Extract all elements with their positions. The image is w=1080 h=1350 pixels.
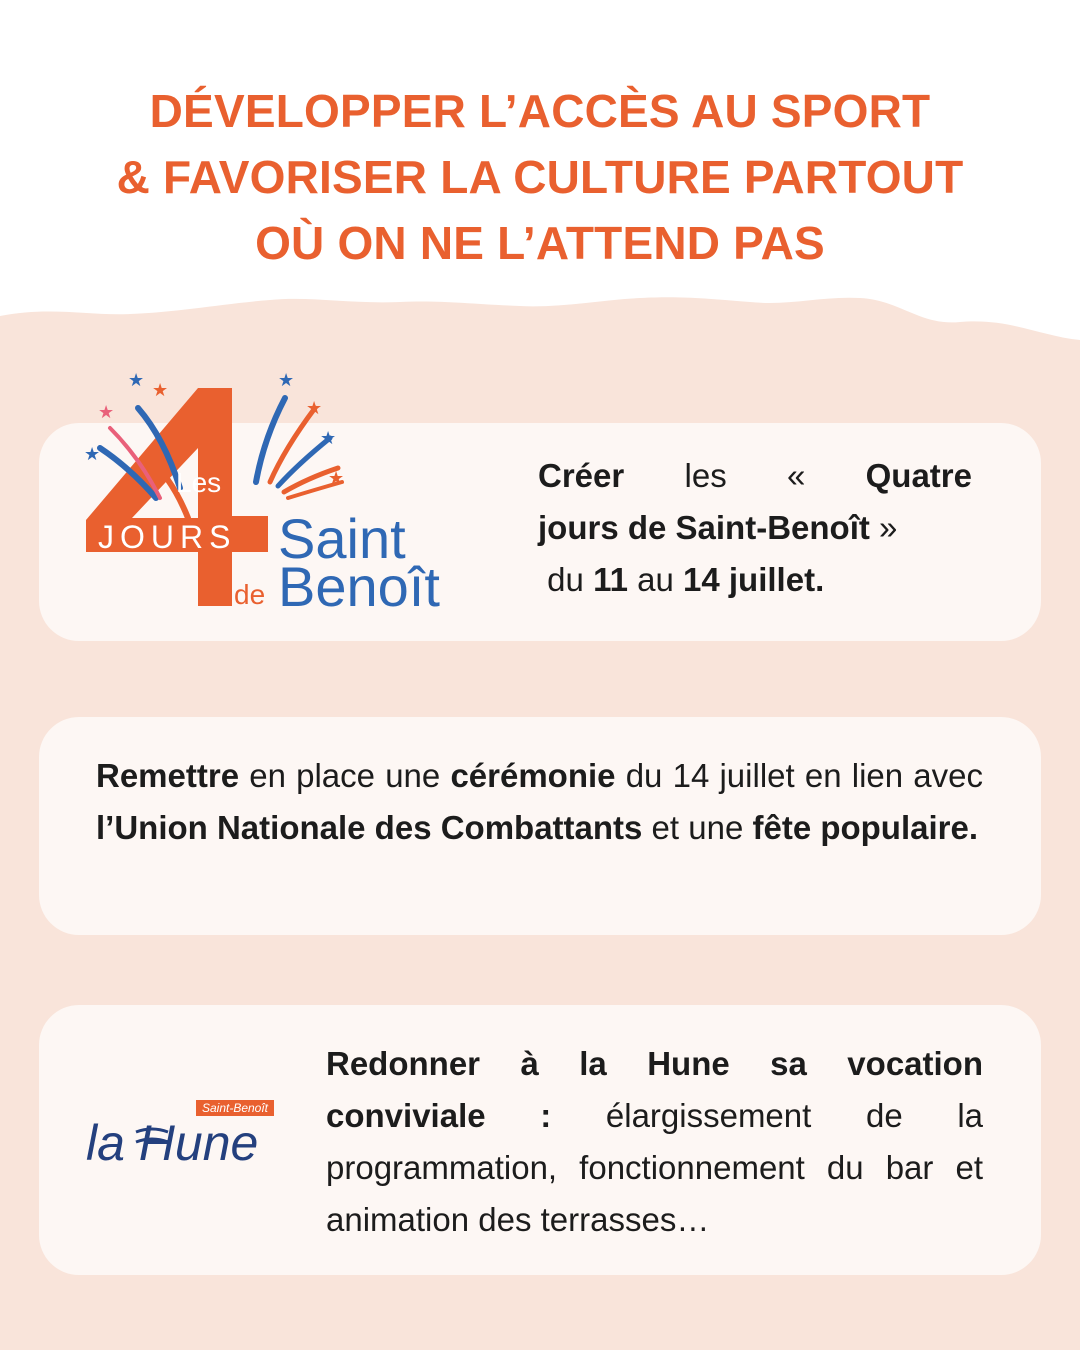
card2-regular-3: et une [642, 809, 753, 846]
title-line-1: DÉVELOPPER L’ACCÈS AU SPORT [149, 85, 931, 137]
svg-text:★: ★ [84, 444, 101, 465]
svg-text:★: ★ [128, 370, 145, 391]
la-hune-logo [82, 1096, 282, 1176]
card1-du: du [547, 561, 584, 598]
logo-de-text: de [234, 579, 266, 610]
card2-regular-1: en place une [239, 757, 451, 794]
logo-jours-text: JOURS [98, 519, 237, 555]
card1-open-quote: « [786, 457, 806, 494]
card2-bold-2: cérémonie [450, 757, 616, 794]
svg-text:★: ★ [152, 380, 169, 401]
card2-regular-2: du 14 juillet en lien avec [615, 757, 983, 794]
svg-text:★: ★ [278, 370, 295, 391]
card1-word-quatre: Quatre [865, 457, 972, 494]
card2-bold-3: l’Union Nationale des Combattants [96, 809, 643, 846]
card1-close-quote: » [879, 509, 898, 546]
card1-day-end: 14 juillet. [683, 561, 825, 598]
card1-text [538, 450, 972, 606]
logo-benoit-text: Benoît [278, 555, 440, 618]
card2-text [96, 750, 983, 854]
card2-bold-4: fête populaire. [752, 809, 979, 846]
logo-les-text: Les [176, 467, 222, 498]
svg-text:★: ★ [328, 468, 345, 489]
title-line-2: & FAVORISER LA CULTURE PARTOUT [116, 151, 964, 203]
card3-bold: Redonner à la Hune sa vocation conviviale : [326, 1045, 983, 1134]
card2-bold-1: Remettre [96, 757, 240, 794]
logo-saint-text: Saint [278, 507, 406, 570]
svg-text:★: ★ [320, 428, 337, 449]
card3-text [326, 1038, 983, 1246]
card1-au: au [637, 561, 674, 598]
svg-text:★: ★ [306, 398, 323, 419]
quatre-jours-logo [80, 368, 480, 618]
svg-text:★: ★ [98, 402, 115, 423]
title-line-3: OÙ ON NE L’ATTEND PAS [255, 217, 825, 269]
card1-day-start: 11 [593, 561, 628, 598]
la-hune-name: la Hune [86, 1115, 259, 1171]
card1-event-name: jours de Saint-Benoît [538, 509, 870, 546]
page-title [0, 78, 1080, 276]
card1-word-create: Créer [538, 457, 625, 494]
firework-trail [256, 398, 285, 482]
la-hune-badge-text: Saint-Benoît [201, 1101, 269, 1115]
card3-regular: élargissement de la programmation, fonctionnement du bar et animation des terrasses… [326, 1097, 983, 1238]
card1-word-les: les [684, 457, 727, 494]
